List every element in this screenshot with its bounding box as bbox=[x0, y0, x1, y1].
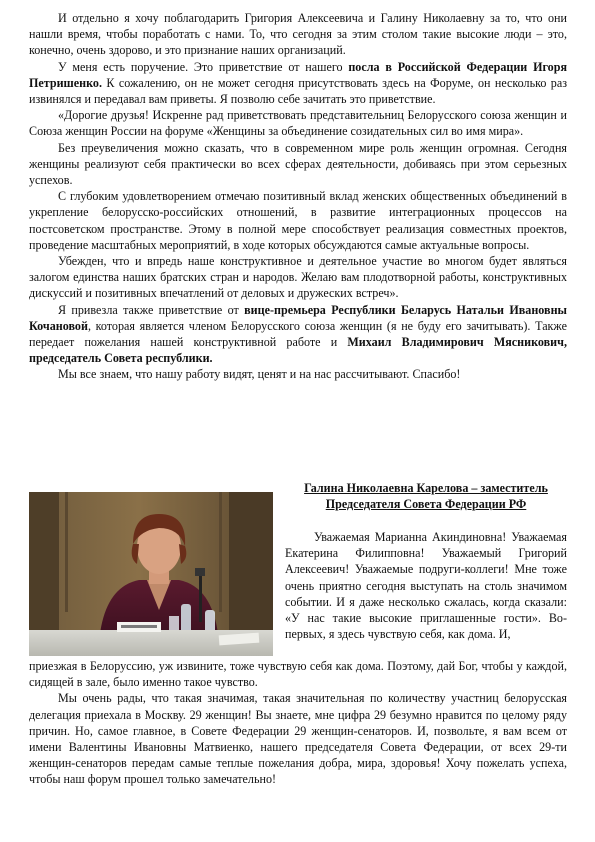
paragraph: Уважаемая Марианна Акиндиновна! Уважаемая Екатерина Филипповна! Уважаемый Григорий Алексеевич! Уважаемые подруги-коллеги! Мне тоже очень приятно сегодня выступать на столь значимом событии. И я даже несколько сжалась, когда сказали: «У нас такие высокие приглашенные гости». Во-первых, я здесь чувствую себя, как дома. И, bbox=[285, 530, 567, 642]
paragraph: Мы все знаем, что нашу работу видят, ценят и на нас рассчитывают. Спасибо! bbox=[58, 367, 461, 382]
speech-continuation bbox=[29, 658, 567, 788]
paragraph: Убежден, что и впредь наше конструктивное и деятельное участие во многом будет являться залогом единства наших братских стран и народов. Желаю вам плодотворной работы, конструктивных дискуссий и позитивных впечатлений от деловых и дружеских встреч». bbox=[29, 254, 567, 301]
bold-text-run: посла в Российской Федерации Игоря Петришенко. bbox=[29, 59, 567, 90]
speech-intro-column bbox=[285, 529, 567, 642]
paragraph bbox=[29, 302, 567, 367]
text-run: , которая является членом Белорусского союза женщин (я не буду его зачитывать). Также передает пожелания нашей конструктивной работе и bbox=[29, 318, 567, 350]
bold-text-run: Михаил Владимирович Мясникович, председатель Совета республики. bbox=[29, 335, 567, 366]
text-run: К сожалению, он не может сегодня присутствовать здесь на Форуме, он несколько раз извинялся и передавал вам приветы. Я позволю себе зачитать это приветствие. bbox=[29, 75, 567, 107]
bold-text-run: вице-премьера Республики Беларусь Натальи Ивановны Кочановой bbox=[29, 302, 567, 333]
text-run: У меня есть поручение. Это приветствие от нашего bbox=[58, 59, 349, 74]
paragraph: Мы очень рады, что такая значимая, такая значительная по количеству участниц белорусская делегация приехала в Москву. 29 женщин! Вы знаете, мне цифра 29 безумно нравится по целому ряду причин. Но, самое главное, в Совете Федерации 29 женщин-сенаторов. И, позвольте, я вам всем от имени Валентины Ивановны Матвиенко, нашего председателя Совета Федерации, от всех 29-ти женщин-сенаторов передам самые теплые пожелания добра, мира, здоровья! Хочу пожелать успеха, чтобы наш форум прошел только замечательно! bbox=[29, 691, 567, 787]
speaker-photo bbox=[29, 492, 273, 656]
paragraph: «Дорогие друзья! Искренне рад приветствовать представительниц Белорусского союза женщин и Союза женщин России на форуме «Женщины за объединение созидательных сил во имя мира». bbox=[29, 108, 567, 139]
paragraph: И отдельно я хочу поблагодарить Григория Алексеевича и Галину Николаевну за то, что они нашли время, чтобы поработать с нами. То, что сегодня за этим столом такие высокие люди – это, конечно, очень здорово, и это признание наших организаций. bbox=[29, 11, 567, 58]
paragraph: С глубоким удовлетворением отмечаю позитивный вклад женских общественных объединений в укрепление белорусско-российских отношений, в развитие интеграционных процессов на постсоветском пространстве. Этому в полной мере способствует реализация совместных проектов, проведение масштабных мероприятий, в ходе которых обсуждаются самые актуальные вопросы. bbox=[29, 189, 567, 252]
speaker-heading: Галина Николаевна Карелова – заместитель Председателя Совета Федерации РФ bbox=[304, 481, 548, 511]
main-text-column bbox=[29, 10, 567, 383]
paragraph: Без преувеличения можно сказать, что в современном мире роль женщин огромная. Сегодня женщины реализуют себя практически во всех сферах деятельности, добиваясь при этом серьезных успехов. bbox=[29, 140, 567, 188]
paragraph bbox=[29, 59, 567, 108]
text-run: Я привезла также приветствие от bbox=[58, 302, 245, 317]
paragraph-continuation: приезжая в Белоруссию, уж извините, тоже чувствую себя как дома. Поэтому, дай Бог, чтобы у каждой, сидящей в зале, было именно такое чувство. bbox=[29, 659, 567, 690]
